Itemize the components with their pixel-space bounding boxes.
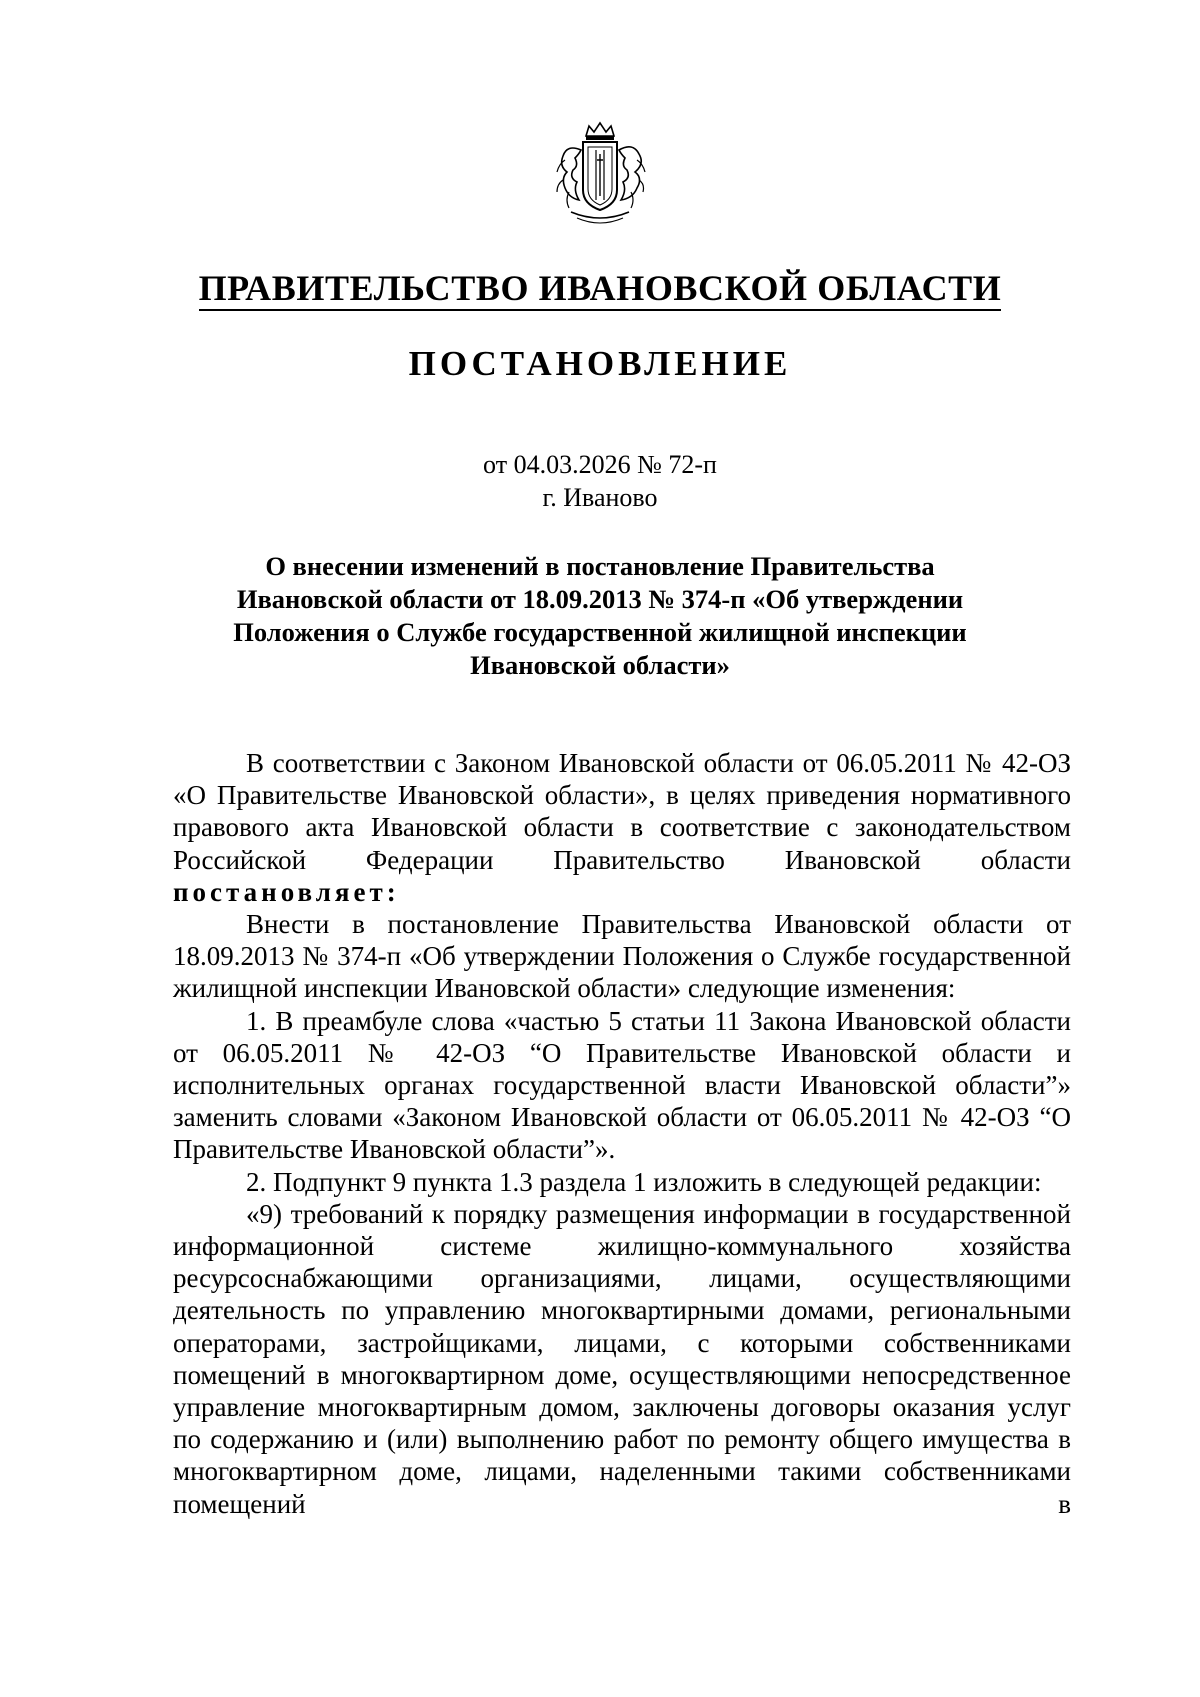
document-meta (0, 448, 1200, 514)
preamble-paragraph (173, 747, 1071, 908)
intro-paragraph: Внести в постановление Правительства Ивановской области от 18.09.2013 № 374-п «Об утверждении Положения о Службе государственной жилищной инспекции Ивановской области» следующие изменения: (173, 909, 1071, 1004)
subject-line-4: Ивановской области» (470, 650, 730, 680)
item-2-text-paragraph: «9) требований к порядку размещения информации в государственной информационной системе жилищно-коммунального хозяйства ресурсоснабжающими организациями, лицами, осуществляющими деятельность по управлению многоквартирными домами, региональными операторами, застройщиками, лицами, с которыми собственниками помещений в многоквартирном доме, осуществляющими непосредственное управление многоквартирным домом, заключены договоры оказания услуг по содержанию и (или) выполнению работ по ремонту общего имущества в многоквартирном доме, лицами, наделенными такими собственниками помещений в (173, 1198, 1071, 1519)
preamble-text: В соответствии с Законом Ивановской области от 06.05.2011 № 42-ОЗ «О Правительстве Ивановской области», в целях приведения нормативного правового акта Ивановской области в соответствие с законодательством Российской Федерации Правительство Ивановской области (173, 748, 1071, 875)
subject-line-1: О внесении изменений в постановление Правительства (265, 551, 935, 581)
date-number: от 04.03.2026 № 72-п (483, 450, 717, 479)
coat-of-arms-icon (553, 120, 647, 230)
decree-word: постановляет: (173, 876, 400, 907)
city: г. Иваново (542, 483, 658, 512)
item-2-paragraph: 2. Подпункт 9 пункта 1.3 раздела 1 изложить в следующей редакции: (246, 1166, 1042, 1197)
document-body (173, 747, 1071, 1520)
document-subject (160, 550, 1040, 682)
item-1-paragraph: 1. В преамбуле слова «частью 5 статьи 11 Закона Ивановской области от 06.05.2011 № 42-ОЗ “О Правительстве Ивановской области и исполнительных органах государственной власти Ивановской области”» заменить словами «Законом Ивановской области от 06.05.2011 № 42-ОЗ “О Правительстве Ивановской области”». (173, 1005, 1071, 1165)
government-title-text: ПРАВИТЕЛЬСТВО ИВАНОВСКОЙ ОБЛАСТИ (199, 268, 1002, 311)
subject-line-3: Положения о Службе государственной жилищной инспекции (233, 617, 967, 647)
government-title (0, 266, 1200, 310)
subject-line-2: Ивановской области от 18.09.2013 № 374-п «Об утверждении (236, 584, 964, 614)
document-type: ПОСТАНОВЛЕНИЕ (408, 344, 792, 383)
